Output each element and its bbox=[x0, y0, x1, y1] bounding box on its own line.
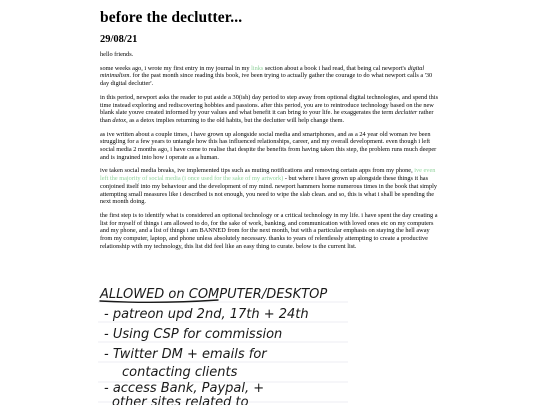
paragraph-2 bbox=[100, 94, 440, 125]
post-date: 29/08/21 bbox=[100, 34, 138, 45]
handwritten-heading: ALLOWED on COMPUTER/DESKTOP bbox=[100, 287, 328, 302]
paragraph-1-text-c: . for the past month since reading this book, ive been trying to actually gather the courage to do what newport calls a '30 day digital declutter'. bbox=[100, 72, 433, 88]
paragraph-2-text-c: , as a detox implies returning to the old habits, but the declutter will help change them. bbox=[126, 116, 345, 124]
handwritten-line-2: - Using CSP for commission bbox=[104, 327, 283, 342]
book-title: digital minimalism bbox=[100, 64, 425, 80]
entry-body bbox=[100, 51, 440, 256]
page-title: before the declutter... bbox=[100, 9, 243, 26]
paragraph-4-text-a: ive taken social media breaks, ive implemented tips such as muting notifications and removing certain apps from my phone, bbox=[100, 167, 415, 175]
paragraph-4-text-b: - but where i have grown up alongside these things it has conjoined itself into my behaviour and the development of my mind. newport hammers home numerous times in the book that simply attempting small measures like i described is not enough, you need to wipe the slab clean. and so, this is what i shall be spending the next month doing. bbox=[100, 175, 437, 206]
paragraph-4 bbox=[100, 167, 440, 206]
paragraph-2-text-a: in this period, newport asks the reader to put aside a 30(ish) day period to step away from optional digital technologies, and spend this time instead exploring and rediscovering hobbies and passions. after this period, you are to reintroduce technology based on the new blank slate youve created informed by your values and what benefit it can bring to your life. he exaggerates the term bbox=[100, 93, 439, 117]
paragraph-2-text-b: rather than bbox=[100, 109, 434, 124]
term-declutter: declutter bbox=[394, 109, 418, 117]
handwritten-line-6: other sites related to bbox=[112, 395, 249, 405]
paragraph-1-text-a: some weeks ago, i wrote my first entry in my journal in my bbox=[100, 64, 252, 72]
handwritten-line-3: - Twitter DM + emails for bbox=[104, 347, 267, 362]
term-detox: detox bbox=[112, 116, 127, 124]
links-section-link[interactable]: links bbox=[251, 64, 264, 72]
handwritten-list-svg bbox=[98, 282, 348, 405]
social-media-post-link[interactable]: ive even left the majority of social media (i once used for the sake of my artwork) bbox=[100, 167, 436, 183]
paragraph-3: as ive written about a couple times, i have grown up alongside social media and smartphones, and as a 24 year old woman ive been struggling for a few years to untangle how this has influenced relationships, career, and my overall development. even though i left social media 2 months ago, i have come to realise that despite the benefits from having taken this step, the problem runs much deeper and is ingrained into how i operate as a human. bbox=[100, 130, 437, 161]
handwritten-line-5: - access Bank, Paypal, + bbox=[104, 381, 265, 396]
greeting-paragraph: hello friends. bbox=[100, 51, 134, 58]
handwritten-line-1: - patreon upd 2nd, 17th + 24th bbox=[104, 307, 309, 322]
handwritten-line-4: contacting clients bbox=[122, 365, 238, 380]
paragraph-1-text-b: section about a book i had read, that being cal newport's bbox=[263, 64, 408, 72]
paragraph-1 bbox=[100, 65, 440, 88]
paragraph-5: the first step is to identify what is considered an optional technology or a critical technology in my life. i have spent the day creating a list for myself of things i am allowed to do, for the sake of work, banking, and communication with loved ones etc on my computers and my phone, and a list of things i am BANNED from for the next month, but with a particular emphasis on staying the hell away from my computer, laptop, and phone unless absolutely necessary. thanks to years of relentlessly attempting to create a productive relationship with my technology, this list did feel like an easy thing to curate. below is the current list. bbox=[100, 211, 438, 250]
handwritten-list-image bbox=[98, 282, 348, 405]
